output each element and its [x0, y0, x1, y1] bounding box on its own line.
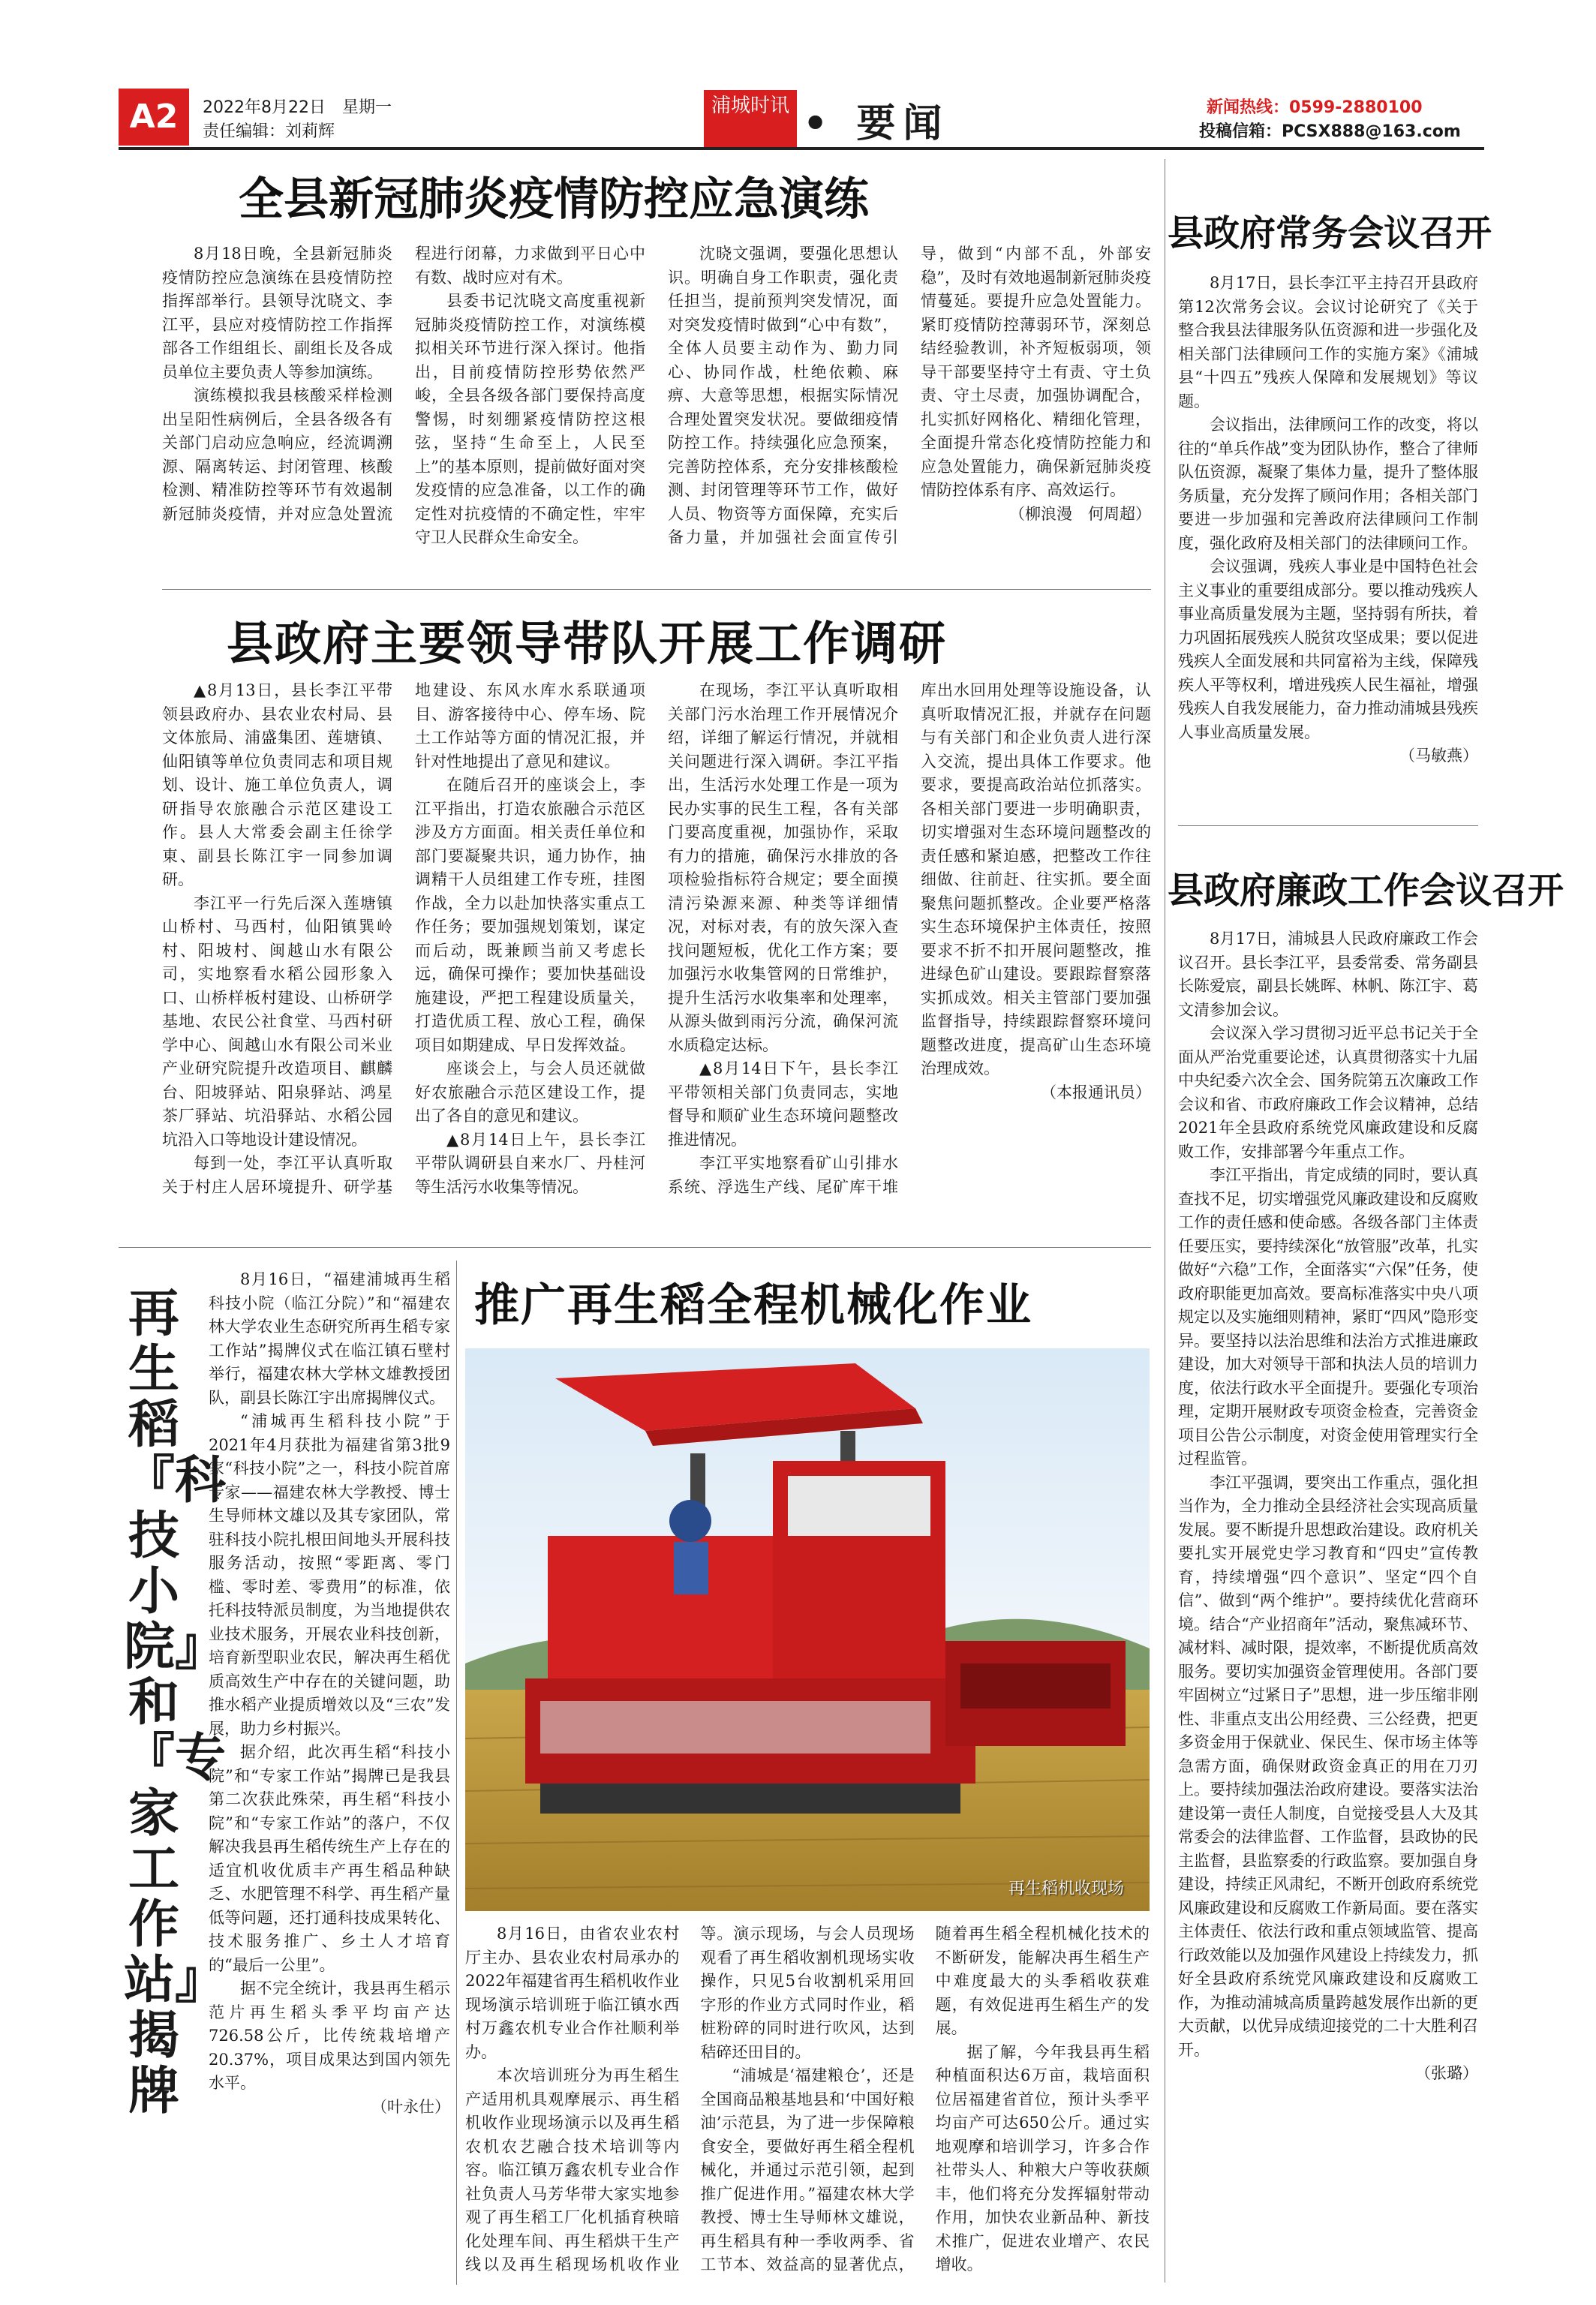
drill-paragraph: 演练模拟我县核酸采样检测出呈阳性病例后，全县各级各有关部门启动应急响应，经流调溯源、隔离转运、封闭管理、核酸检测、精准防控等环节有效遏制新冠肺炎疫情，并对应急处置流程进行闭幕，力求做到平日心中有数、战时应对有术。 — [162, 245, 645, 523]
drill-paragraph: 8月18日晚，全县新冠肺炎疫情防控应急演练在县疫情防控指挥部举行。县领导沈晓文、李江平，县应对疫情防控工作指挥部各工作组组长、副组长及各成员单位主要负责人等参加演练。 — [162, 245, 392, 381]
science-body — [209, 1268, 450, 2285]
drill-body — [162, 242, 1151, 580]
standing-paragraph: 会议强调，残疾人事业是中国特色社会主义事业的重要组成部分。要以推动残疾人事业高质量发展为主题，坚持弱有所扶，着力巩固拓展残疾人脱贫攻坚成果；要以促进残疾人全面发展和共同富裕为主线，保障残疾人平等权利，增进残疾人民生福祉，增强残疾人自我发展能力，奋力推动浦城县残疾人事业高质量发展。 — [1178, 557, 1478, 741]
standing-byline: （马敏燕） — [1399, 747, 1478, 765]
news-hotline: 新闻热线：0599-2880100 — [1207, 98, 1423, 117]
harvester-illustration — [465, 1348, 1150, 1911]
survey-paragraph: ▲8月13日，县长李江平带领县政府办、县农业农村局、县文体旅局、浦盛集团、莲塘镇、仙阳镇等单位负责同志和项目规划、设计、施工单位负责人，调研指导农旅融合示范区建设工作。县人大常委会副主任徐学東、副县长陈江宇一同参加调研。 — [162, 681, 392, 888]
machinery-paragraph: 8月16日，由省农业农村厅主办、县农业农村局承办的2022年福建省再生稻机收作业现场演示培训班于临江镇水西村万鑫农机专业合作社顺利举办。 — [465, 1925, 680, 2061]
column-divider — [456, 1261, 457, 2285]
standing-body — [1156, 272, 1478, 819]
divider — [119, 1247, 1151, 1248]
survey-paragraph: ▲8月14日上午，县长李江平带队调研县自来水厂、丹桂河等生活污水收集等情况。 — [415, 1130, 645, 1196]
survey-paragraph: 李江平实地察看矿山引排水系统、浮选生产线、尾矿库干堆库出水回用处理等设施设备，认真听取情况汇报，并就存在问题与有关部门和企业负责人进行深入交流，提出具体工作要求。他要求，要提高政治站位抓落实。各相关部门要进一步明确职责，切实增强对生态环境问题整改的责任感和紧迫感，把整改工作往细做、往前赶、往实抓。要全面聚焦问题抓整改。企业要严格落实生态环境保护主体责任，按照要求不折不扣开展问题整改，推进绿色矿山建设。要跟踪督察落实抓成效。相关主管部门要加强监督指导，持续跟踪督察环境问题整改进度，提高矿山生态环境治理成效。 — [668, 681, 1151, 1196]
survey-body — [162, 679, 1151, 1238]
science-paragraph: “浦城再生稻科技小院”于2021年4月获批为福建省第3批9家“科技小院”之一，科技小院首席专家——福建农林大学教授、博士生导师林文雄以及其专家团队，常驻科技小院扎根田间地头开展科技服务活动，按照“零距离、零门槛、零时差、零费用”的标准，依托科技特派员制度，为当地提供农业技术服务，开展农业科技创新，培育新型职业农民，解决再生稻优质高效生产中存在的关键问题，助推水稻产业提质增效以及“三农”发展，助力乡村振兴。 — [209, 1412, 450, 1738]
submission-email: 投稿信箱：PCSX888@163.com — [1199, 122, 1461, 141]
standing-paragraph: 8月17日，县长李江平主持召开县政府第12次常务会议。会议讨论研究了《关于整合我县法律服务队伍资源和进一步强化及相关部门法律顾问工作的实施方案》《浦城县“十四五”残疾人保障和发展规划》等议题。 — [1178, 274, 1478, 410]
photo-caption: 再生稻机收现场 — [1008, 1880, 1124, 1898]
drill-byline: （柳浪漫 何周超） — [1009, 504, 1151, 523]
integrity-paragraph: 李江平指出，肯定成绩的同时，要认真查找不足，切实增强党风廉政建设和反腐败工作的责任感和使命感。各级各部门主体责任要压实，要持续深化“放管服”改革，扎实做好“六稳”工作，全面落实“六保”任务，使政府职能更加高效。要高标准落实中央八项规定以及实施细则精神，紧盯“四风”隐形变异。要坚持以法治思维和法治方式推进廉政建设，加大对领导干部和执法人员的培训力度，依法行政水平全面提升。要强化专项治理，定期开展财政专项资金检查，完善资金项目公告公示制度，对资金使用管理实行全过程监管。 — [1178, 1166, 1478, 1468]
drill-paragraph: 县委书记沈晓文高度重视新冠肺炎疫情防控工作，对演练模拟相关环节进行深入探讨。他指出，目前疫情防控形势依然严峻，全县各级各部门要保持高度警惕，时刻绷紧疫情防控这根弦，坚持“生命至上，人民至上”的基本原则，提前做好面对突发疫情的应急准备，以工作的确定性对抗疫情的不确定性，牢牢守卫人民群众生命安全。 — [415, 292, 645, 546]
machinery-paragraph: “浦城是‘福建粮仓’，还是全国商品粮基地县和‘中国好粮油’示范县，为了进一步保障粮食安全，要做好再生稻全程机械化，并通过示范引领，起到推广促进作用。”福建农林大学教授、博士生导师林文雄说，再生稻具有种一季收两季、省工节本、效益高的显著优点，随着再生稻全程机械化技术的不断研发，能解决再生稻生产中难度最大的头季稻收获难题，有效促进再生稻生产的发展。 — [700, 1925, 1150, 2273]
survey-headline: 县政府主要领导带队开展工作调研 — [227, 616, 948, 671]
drill-paragraph: 沈晓文强调，要强化思想认识。明确自身工作职责，强化责任担当，提前预判突发情况，面对突发疫情时做到“心中有数”，全体人员要主动作为、勤力同心、协同作战，杜绝依赖、麻痹、大意等思想，根据实际情况合理处置突发状况。要做细疫情防控工作。持续强化应急预案，完善防控体系，充分安排核酸检测、封闭管理等环节工作，做好人员、物资等方面保障，充实后备力量，并加强社会面宣传引导，做到“内部不乱，外部安稳”，及时有效地遏制新冠肺炎疫情蔓延。要提升应急处置能力。紧盯疫情防控薄弱环节，深刻总结经验教训，补齐短板弱项，领导干部要坚持守土有责、守土负责、守土尽责，加强协调配合，扎实抓好网格化、精细化管理，全面提升常态化疫情防控能力和应急处置能力，确保新冠肺炎疫情防控体系有序、高效运行。 — [668, 245, 1151, 546]
harvester-photo — [465, 1348, 1150, 1911]
masthead — [119, 89, 1484, 149]
integrity-paragraph: 8月17日，浦城县人民政府廉政工作会议召开。县长李江平，县委常委、常务副县长陈爱宸，副县长姚晖、林帆、陈江宇、葛文清参加会议。 — [1178, 930, 1478, 1019]
newspaper-logo: 浦城时讯 — [704, 90, 797, 147]
survey-byline: （本报通讯员） — [1041, 1083, 1151, 1101]
science-paragraph: 8月16日，“福建浦城再生稻科技小院（临江分院）”和“福建农林大学农业生态研究所再生稻专家工作站”揭牌仪式在临江镇石壁村举行，福建农林大学林文雄教授团队，副县长陈江宇出席揭牌仪式。 — [209, 1270, 450, 1407]
integrity-paragraph: 会议深入学习贯彻习近平总书记关于全面从严治党重要论述，认真贯彻落实十九届中央纪委六次全会、国务院第五次廉政工作会议和省、市政府廉政工作会议精神，总结2021年全县政府系统党风廉政建设和反腐败工作，安排部署今年重点工作。 — [1178, 1024, 1478, 1161]
divider — [162, 589, 1151, 590]
survey-paragraph: 李江平一行先后深入莲塘镇山桥村、马西村，仙阳镇巽岭村、阳坡村、闽越山水有限公司，实地察看水稻公园形象入口、山桥样板村建设、山桥研学基地、农民公社食堂、马西村研学中心、闽越山水有限公司米业产业研究院提升改造项目、麒麟台、阳坡驿站、阳泉驿站、鸿星茶厂驿站、坑沿驿站、水稻公园坑沿入口等地设计建设情况。 — [162, 894, 392, 1149]
machinery-headline: 推广再生稻全程机械化作业 — [474, 1279, 1032, 1332]
survey-paragraph: 座谈会上，与会人员还就做好农旅融合示范区建设工作，提出了各自的意见和建议。 — [415, 1059, 645, 1125]
issue-date: 2022年8月22日 星期一 — [203, 98, 392, 117]
machinery-body — [465, 1922, 1150, 2285]
masthead-rule — [119, 147, 1484, 150]
standing-headline: 县政府常务会议召开 — [1168, 212, 1492, 254]
editor-credit: 责任编辑：刘莉辉 — [203, 122, 335, 141]
machinery-paragraph: 据了解，今年我县再生稻种植面积达6万亩，栽培面积位居福建省首位，预计头季平均亩产可达650公斤。通过实地观摩和培训学习，许多合作社带头人、种粮大户等收获颇丰，他们将充分发挥辐射带动作用，加快农业新品种、新技术推广，促进农业增产、农民增收。 — [935, 2042, 1150, 2273]
integrity-body — [1156, 927, 1478, 2285]
integrity-paragraph: 李江平强调，要突出工作重点，强化担当作为，全力推动全县经济社会实现高质量发展。要不断提升思想政治建设。政府机关要扎实开展党史学习教育和“四史”宣传教育，持续增强“四个意识”、坚定“四个自信”、做到“两个维护”。要持续优化营商环境。结合“产业招商年”活动，聚焦减环节、减材料、减时限，提效率，不断提优质高效服务。要切实加强资金管理使用。各部门要牢固树立“过紧日子”思想，进一步压缩非刚性、非重点支出公用经费、三公经费，把更多资金用于保就业、保民生、保市场主体等急需方面，确保财政资金真正的用在刀刃上。要持续加强法治政府建设。要落实法治建设第一责任人制度，自觉接受县人大及其常委会的法律监督、工作监督，县政协的民主监督，县监察委的行政监察。要加强自身建设，持续正风肃纪，不断开创政府系统党风廉政建设和反腐败工作新局面。要在落实主体责任、依法行政和重点领域监管、提高行政效能以及加强作风建设上持续发力，抓好全县政府系统党风廉政建设和反腐败工作，为推动浦城高质量跨越发展作出新的更大贡献，以优异成绩迎接党的二十大胜利召开。 — [1178, 1473, 1478, 2059]
science-byline: （叶永仕） — [371, 2097, 450, 2116]
drill-headline: 全县新冠肺炎疫情防控应急演练 — [239, 173, 869, 226]
page-number-badge: A2 — [119, 89, 189, 146]
section-title: • 要闻 — [803, 101, 950, 146]
divider — [1178, 825, 1478, 826]
survey-paragraph: ▲8月14日下午，县长李江平带领相关部门负责同志，实地督导和顺矿业生态环境问题整改推进情况。 — [668, 1059, 898, 1149]
science-paragraph: 据不完全统计，我县再生稻示范片再生稻头季平均亩产达726.58公斤，比传统栽培增产20.37%，项目成果达到国内领先水平。 — [209, 1979, 450, 2092]
survey-paragraph: 每到一处，李江平认真听取关于村庄人居环境提升、研学基地建设、东风水库水系联通项目、游客接待中心、停车场、院土工作站等方面的情况汇报，并针对性地提出了意见和建议。 — [162, 681, 645, 1196]
survey-paragraph: 在现场，李江平认真听取相关部门污水治理工作开展情况介绍，详细了解运行情况，并就相关问题进行深入调研。李江平指出，生活污水处理工作是一项为民办实事的民生工程，各有关部门要高度重视，加强协作，采取有力的措施，确保污水排放的各项检验指标符合规定；要全面摸清污染源来源、种类等详细情况，对标对表，有的放矢深入查找问题短板，优化工作方案；要加强污水收集管网的日常维护，提升生活污水收集率和处理率，从源头做到雨污分流，确保河流水质稳定达标。 — [668, 681, 898, 1054]
survey-paragraph: 在随后召开的座谈会上，李江平指出，打造农旅融合示范区涉及方方面面。相关责任单位和部门要凝聚共识，通力协作，抽调精干人员组建工作专班，挂图作战，全力以赴加快落实重点工作任务；要加强规划策划，谋定而后动，既兼顾当前又考虑长远，确保可操作；要加快基础设施建设，严把工程建设质量关，打造优质工程、放心工程，确保项目如期建成、早日发挥效益。 — [415, 776, 645, 1054]
standing-paragraph: 会议指出，法律顾问工作的改变，将以往的“单兵作战”变为团队协作，整合了律师队伍资源，凝聚了集体力量，提升了整体服务质量，充分发挥了顾问作用；各相关部门要进一步加强和完善政府法律顾问工作制度，强化政府及相关部门的法律顾问工作。 — [1178, 416, 1478, 552]
science-paragraph: 据介绍，此次再生稻“科技小院”和“专家工作站”揭牌已是我县第二次获此殊荣，再生稻“科技小院”和“专家工作站”的落户，不仅解决我县再生稻传统生产上存在的适宜机收优质丰产再生稻品种缺乏、水肥管理不科学、再生稻产量低等问题，还打通科技成果转化、技术服务推广、乡土人才培育的“最后一公里”。 — [209, 1743, 450, 1974]
integrity-byline: （张璐） — [1415, 2064, 1478, 2082]
science-vertical-headline: 再生稻『科技小院』和『专家工作站』揭牌 — [124, 1285, 227, 2121]
integrity-headline: 县政府廉政工作会议召开 — [1168, 870, 1564, 912]
machinery-paragraph: 本次培训班分为再生稻生产适用机具观摩展示、再生稻机收作业现场演示以及再生稻农机农艺融合技术培训等内容。临江镇万鑫农机专业合作社负责人马芳华带大家实地参观了再生稻工厂化机插育秧暗化处理车间、再生稻烘干生产线以及再生稻现场机收作业等。演示现场，与会人员现场观看了再生稻收割机现场实收操作，只见5台收割机采用回字形的作业方式同时作业，稻桩粉碎的同时进行吹风，达到秸碎还田目的。 — [465, 1925, 915, 2273]
